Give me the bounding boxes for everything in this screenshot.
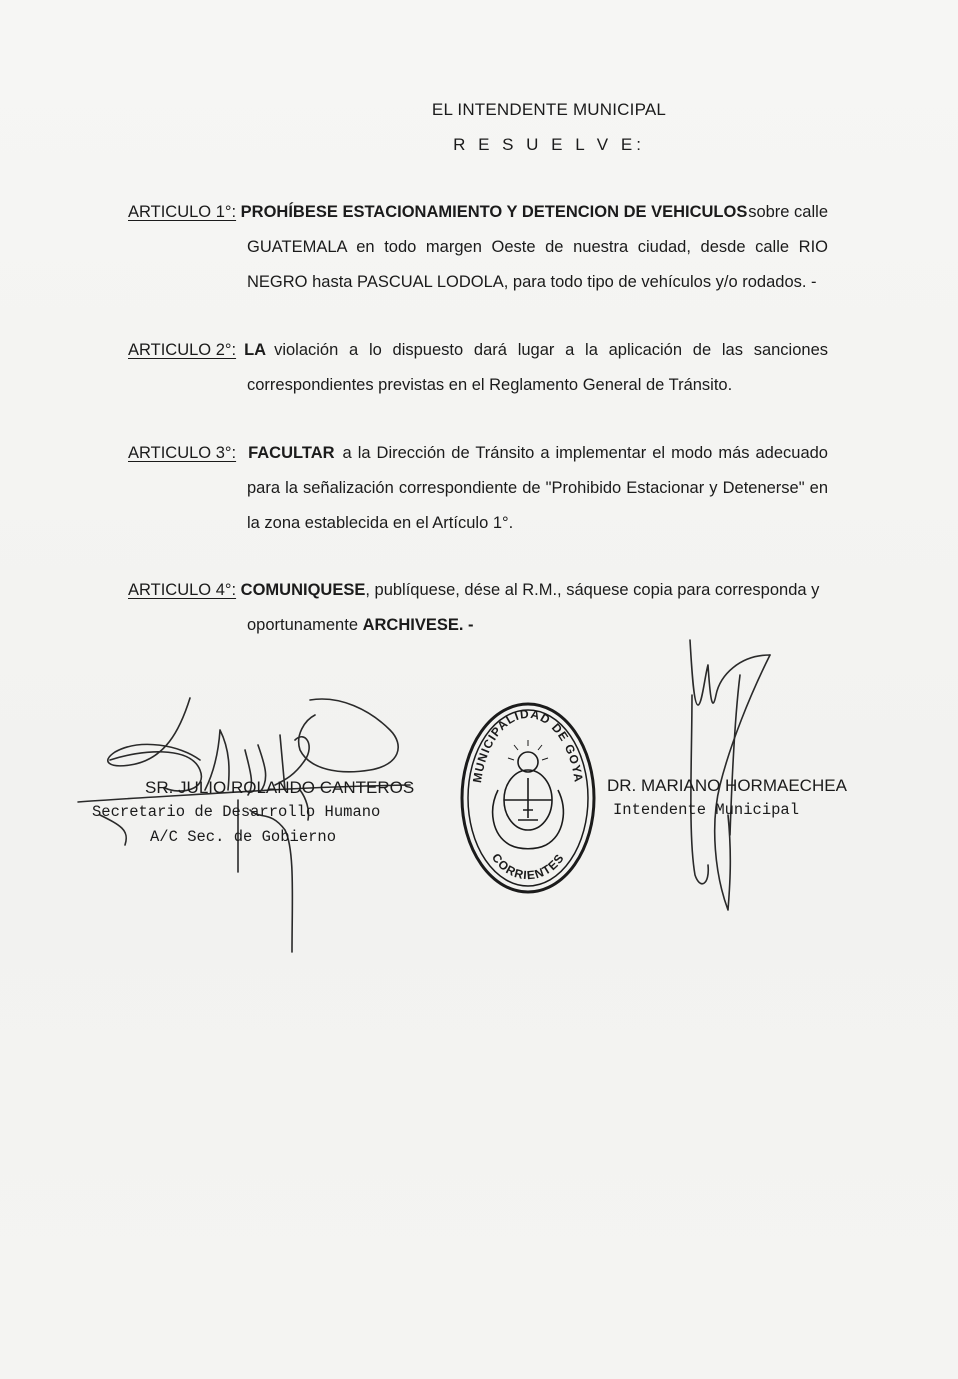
article-3-line-3: la zona establecida en el Artículo 1°. [247,514,514,532]
seal-top-text: MUNICIPALIDAD DE GOYA [470,706,586,784]
svg-text:CORRIENTES [489,851,567,883]
article-1-text: sobre calle [748,203,828,221]
document-title: EL INTENDENTE MUNICIPAL [431,100,667,119]
article-1 [128,195,828,300]
right-signer-role: Intendente Municipal [613,801,800,819]
seal-bottom-text: CORRIENTES [488,850,568,883]
article-1-line-3: NEGRO hasta PASCUAL LODOLA, para todo tipo de vehículos y/o rodados. - [247,273,817,291]
municipal-seal [458,700,598,896]
article-4-line-2-bold: ARCHIVESE. - [362,616,474,634]
article-3-line-2: para la señalización correspondiente de "Prohibido Estacionar y Detenerse" en [247,479,828,497]
article-2-text: violación a lo dispuesto dará lugar a la aplicación de las sanciones [274,341,828,359]
left-signature-scribble [70,690,430,960]
left-signer-role-line-1: Secretario de Desarrollo Humano [92,803,381,821]
article-4-line-2-text: oportunamente [247,616,358,634]
left-signer-name: SR. JULIO ROLANDO CANTEROS [145,778,415,797]
article-3-text: a la Dirección de Tránsito a implementar el modo más adecuado [342,444,828,462]
article-2-line-2: correspondientes previstas en el Reglamento General de Tránsito. [247,376,733,394]
left-signer-role-line-2: A/C Sec. de Gobierno [150,828,337,846]
article-4-label: ARTICULO 4°: [128,581,237,599]
article-1-bold-text: PROHÍBESE ESTACIONAMIENTO Y DETENCION DE VEHICULOS [240,203,748,221]
document-subtitle: R E S U E L V E: [453,135,645,154]
article-1-label: ARTICULO 1°: [128,203,237,221]
article-1-line-2: GUATEMALA en todo margen Oeste de nuestra ciudad, desde calle RIO [247,238,828,256]
article-2-label: ARTICULO 2°: [128,341,237,359]
article-3-bold-text: FACULTAR [248,444,335,462]
article-3 [128,436,828,541]
article-2-first-line [128,333,828,368]
article-2 [128,333,828,403]
article-2-bold-text: LA [244,341,267,359]
article-3-label: ARTICULO 3°: [128,444,237,462]
article-4-first-line [128,573,828,608]
article-1-first-line [128,195,828,230]
right-signer-name: DR. MARIANO HORMAECHEA [607,776,847,795]
article-4 [128,573,828,643]
article-4-bold-text: COMUNIQUESE [240,581,366,599]
article-3-first-line [128,436,828,471]
article-4-text: , publíquese, dése al R.M., sáquese copia para corresponda y [365,581,820,599]
article-4-line-2 [128,608,828,643]
